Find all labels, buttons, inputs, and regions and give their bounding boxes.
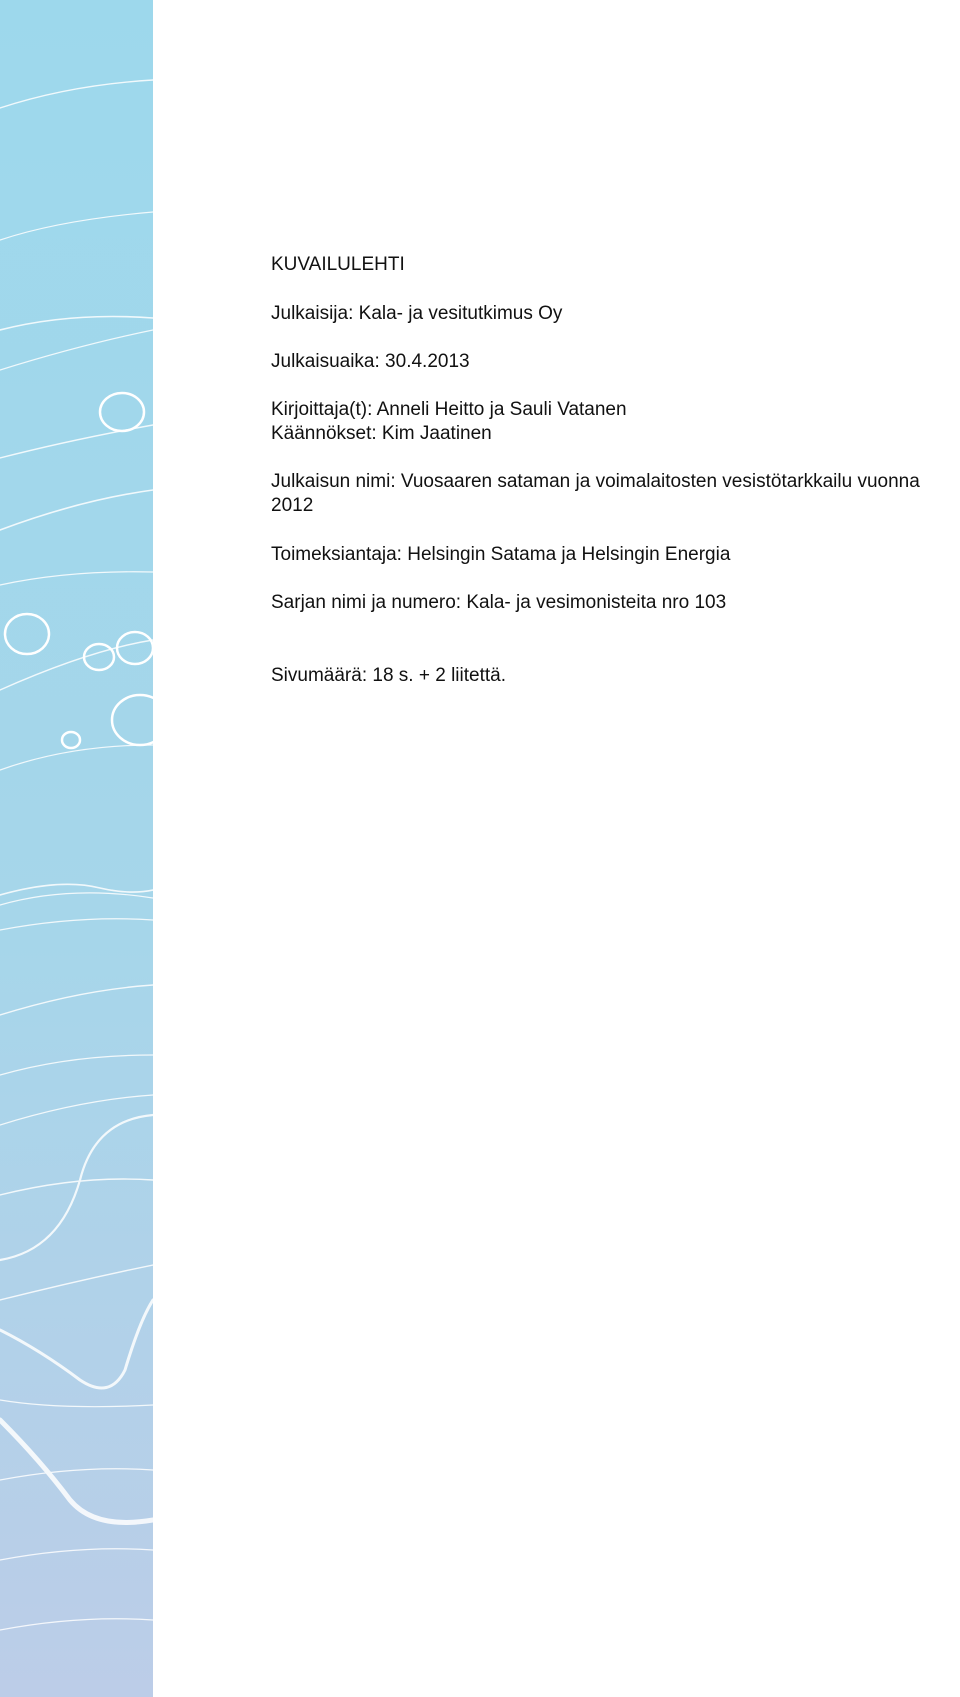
page-count-line: Sivumäärä: 18 s. + 2 liitettä. [271, 665, 506, 686]
translations-line: Käännökset: Kim Jaatinen [271, 423, 492, 444]
decorative-side-band [0, 0, 153, 1697]
commissioner-line: Toimeksiantaja: Helsingin Satama ja Helsingin Energia [271, 544, 731, 565]
publisher-line: Julkaisija: Kala- ja vesitutkimus Oy [271, 303, 563, 324]
publication-name-line: Julkaisun nimi: Vuosaaren sataman ja voimalaitosten vesistötarkkailu vuonna 2012 [271, 471, 920, 516]
publication-date-line: Julkaisuaika: 30.4.2013 [271, 351, 470, 372]
document-heading: KUVAILULEHTI [271, 254, 405, 275]
series-line: Sarjan nimi ja numero: Kala- ja vesimonisteita nro 103 [271, 592, 727, 613]
wave-pattern-graphic [0, 0, 153, 1697]
authors-line: Kirjoittaja(t): Anneli Heitto ja Sauli Vatanen [271, 399, 627, 420]
